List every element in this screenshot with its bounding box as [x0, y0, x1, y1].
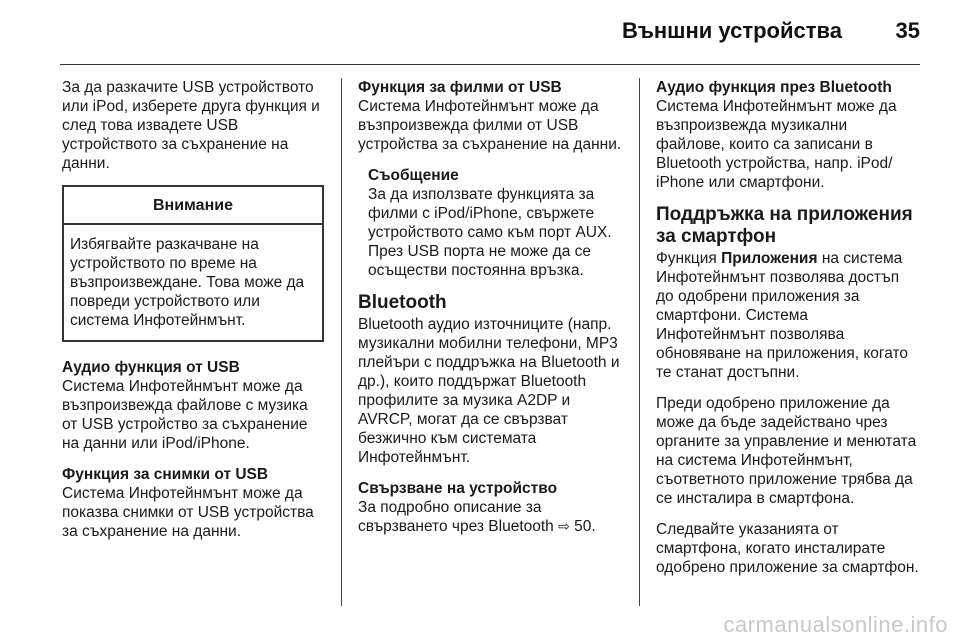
watermark: carmanualsonline.info [723, 612, 948, 637]
apps-paragraph-2: Преди одобрено приложение да може да бъде задействано чрез органите за управление и менютата на система Инфотейнмънт, съответното приложение трябва да се инсталира в смартфона. [656, 395, 917, 507]
audio-usb-text: Система Инфотейнмънт може да възпроизвежда файлове с музика от USB устройство за съхранение на данни или iPod/iPhone. [62, 378, 308, 452]
warning-box [62, 185, 324, 342]
message-body: За да използвате функцията за филми с iPod/iPhone, свържете устройството само към порт AUX. През USB порта не може да се осъществи постоянна връзка. [368, 186, 612, 279]
column-divider-2 [639, 78, 640, 606]
pictures-usb-text: Система Инфотейнмънт може да показва снимки от USB устройства за съхранение на данни. [62, 485, 314, 540]
arrow-ref-icon[interactable]: ⇨ [558, 518, 570, 534]
connect-heading: Свързване на устройство [358, 480, 558, 497]
bluetooth-text: Bluetooth аудио източниците (напр. музикални мобилни телефони, MP3 плейъри с поддръжка на Bluetooth и др.), които поддържат Bluetooth профилите за музика A2DP и AVRCP, могат да се свързват безжично към системата Инфотейнмънт. [358, 316, 620, 466]
warning-body: Избягвайте разкачване на устройството по време на възпроизвеждане. Това може да повреди устройството или система Инфотейнмънт. [70, 236, 305, 329]
column-2 [358, 78, 622, 548]
connect-text [358, 498, 622, 536]
column-1 [62, 78, 324, 553]
header-divider [60, 64, 920, 65]
apps-p1-pre: Функция [656, 250, 722, 267]
apps-paragraph-3: Следвайте указанията от смартфона, когато инсталирате одобрено приложение за смартфон. [656, 521, 919, 576]
page-title: Външни устройства [621, 18, 842, 43]
connect-ref-page[interactable]: 50. [574, 518, 596, 535]
page-header [0, 0, 960, 56]
column-3 [656, 78, 920, 589]
apps-feature-name: Приложения [721, 250, 818, 267]
warning-title: Внимание [64, 187, 322, 225]
column-divider-1 [341, 78, 342, 606]
connect-body: За подробно описание за свързването чрез Bluetooth [358, 499, 554, 535]
apps-paragraph-1 [656, 249, 920, 382]
audio-bt-heading: Аудио функция през Bluetooth [656, 79, 892, 96]
apps-p1-post: на система Инфотейнмънт позволява достъп до одобрени приложения за смартфони. Система Инфотейнмънт позволява обновяване на приложения, когато те станат достъпни. [656, 250, 909, 381]
intro-paragraph: За да разкачите USB устройството или iPod, изберете друга функция и след това извадете USB устройството за съхранение на данни. [62, 79, 320, 172]
page-number: 35 [895, 18, 920, 43]
message-note [358, 166, 622, 280]
audio-usb-heading: Аудио функция от USB [62, 359, 240, 376]
pictures-usb-heading: Функция за снимки от USB [62, 466, 269, 483]
apps-heading: Поддръжка на приложения за смартфон [656, 204, 913, 247]
audio-bt-text: Система Инфотейнмънт може да възпроизвежда музикални файлове, които са записани в Bluetooth устройства, напр. iPod/ iPhone или смартфони. [656, 98, 897, 191]
bluetooth-heading: Bluetooth [358, 292, 447, 313]
movies-usb-heading: Функция за филми от USB [358, 79, 562, 96]
movies-usb-text: Система Инфотейнмънт може да възпроизвежда филми от USB устройства за съхранение на данни. [358, 98, 622, 153]
message-title: Съобщение [368, 167, 459, 184]
